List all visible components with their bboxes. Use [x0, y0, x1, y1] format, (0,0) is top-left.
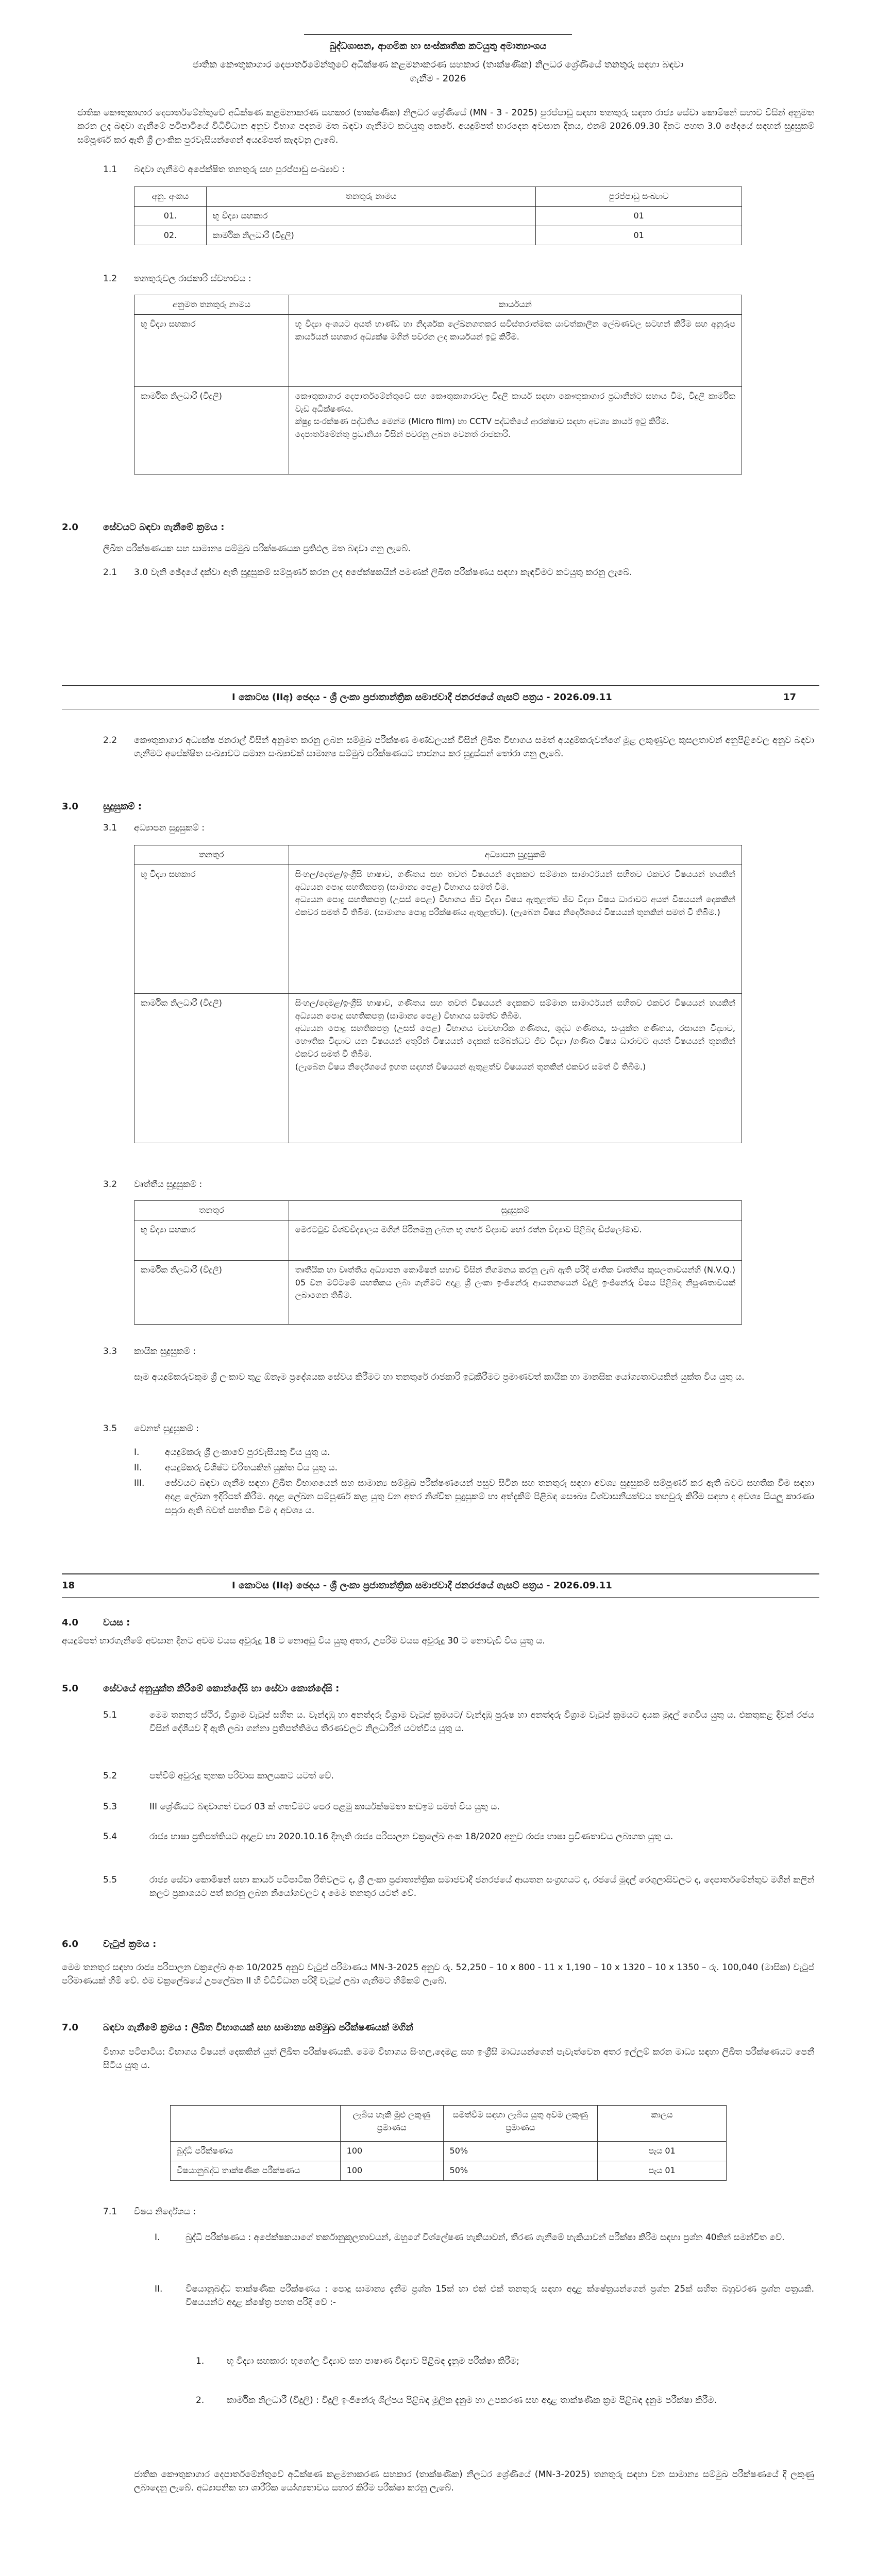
list-number: 5.2: [103, 1771, 117, 1781]
list-number: 1.: [196, 2356, 205, 2366]
section-number: 3.1: [103, 823, 117, 833]
section-number: 3.0: [62, 801, 78, 812]
table-row: [134, 314, 742, 386]
table-cell: 01: [536, 226, 742, 245]
list-item: සේවයට බඳවා ගැනීම සඳහා ලිඛිත විභාගයෙන් සහ සාමාන්‍ය සම්මුඛ පරීක්ෂණයෙන් පසුව සිටින සහ තනතුරු සඳහා අවශ්‍ය සුදුසුකම් සම්පූර්ණ කර ඇති බවට සහතික වීම සඳහා අදාළ ලේඛන ඉදිරිපත් කිරීම. අදාළ ලේඛන සම්පූර්ණ කළ යුතු වන අතර නිශ්චිත සුදුසුකම් හා අත්දැකීම් පිළිබඳ සෞඛ්‍ය විශ්වාසනීයත්වය තහවුරු කිරීම සඳහා ද අවශ්‍ය සියලු කාරණා සපුරා ඇති බවත් සහතික වීම ද අවශ්‍ය ය.: [165, 1478, 814, 1516]
col-header: අනුමත තනතුරු නාමය: [134, 295, 289, 315]
page-number: 17: [783, 692, 797, 703]
list-number: I.: [155, 2232, 160, 2243]
page-divider: [62, 1597, 819, 1598]
list-number: 5.3: [103, 1802, 117, 1812]
table-header-row: [134, 187, 742, 207]
table-cell: භූ විද්‍යා සහකාර: [206, 206, 535, 226]
list-item: අයදුම්කරු ශ්‍රී ලංකාවේ පුරවැසියකු විය යුතු ය.: [165, 1447, 330, 1458]
page-divider: [62, 1573, 819, 1574]
section-number: 4.0: [62, 1617, 78, 1628]
table-cell: 01: [536, 206, 742, 226]
section-text: විභාග පටිපාටිය: විභාගය විෂයන් දෙකකින් යුත් ලිඛිත පරීක්ෂණයකි. මෙම විභාගය සිංහල,දෙමළ සහ ඉංග්‍රීසි මාධ්‍යයන්ගෙන් පැවැත්වෙන අතර ඉල්ලුම් කරන මාධ්‍ය සඳහා ලිඛිත පරීක්ෂණයට පෙනී සිටිය යුතු ය.: [103, 2047, 814, 2071]
list-item: බුද්ධි පරීක්ෂණය : අපේක්ෂකයාගේ තර්කානුකූලතාවයන්, ඔහුගේ විශ්ලේෂණ හැකියාවන්, තීරණ ගැනීමේ හැකියාවන් පරීක්ෂා කිරීම සඳහා ප්‍රශ්න 40කින් සමන්විත වේ.: [186, 2232, 785, 2243]
section-title: කායික සුදුසුකම් :: [134, 1346, 196, 1357]
list-number: 5.4: [103, 1832, 117, 1842]
table-row: [171, 2161, 727, 2180]
table-row: [134, 865, 742, 993]
table-header-row: [171, 2106, 727, 2142]
table-row: [134, 993, 742, 1143]
vocational-table-wrap: [134, 1200, 742, 1325]
section-number: 1.1: [103, 164, 117, 175]
section-text: 3.0 වැනි ඡේදයේ දක්වා ඇති සුදුසුකම් සම්පූර්ණ කරන ලද අපේක්ෂකයින් පමණක් ලිඛිත පරීක්ෂණය සඳහා කැඳවීමට කටයුතු කරනු ලැබේ.: [134, 567, 632, 578]
table-cell: භූ විද්‍යා සහකාර: [134, 314, 289, 386]
list-number: 5.5: [103, 1875, 117, 1885]
section-number: 3.5: [103, 1423, 117, 1434]
closing-paragraph: ජාතික කෞතුකාගාර දෙපාර්තමේන්තුවේ අධීක්ෂණ කළමනාකරණ සහකාර (තාක්ෂණික) නිලධර ශ්‍රේණියේ (MN-3-2025) තනතුරු සඳහා වන සාමාන්‍ය සම්මුඛ පරීක්ෂණයේ දී ලකුණු ලබාදෙනු ලැබේ. අධ්‍යාපනික හා ශාරීරික යෝග්‍යතාවය සහාර කිරීම පරීක්ෂා කරනු ලැබේ.: [134, 2469, 814, 2494]
list-item: රාජ්‍ය සේවා කොමිෂන් සභා කාර්ය පටිපාටික රීතිවලට ද, ශ්‍රී ලංකා ප්‍රජාතාන්ත්‍රික සමාජවාදී ජනරජයේ ආයතන සංග්‍රහයට ද, රජයේ මුදල් රෙගුලාසිවලට ද, දෙපාර්තමේන්තුව මගින් කලින් කලට ප්‍රකාශයට පත් කරනු ලබන නියෝගවලට ද මෙම තනතුර යටත් වේ.: [149, 1875, 814, 1899]
exam-table-wrap: [170, 2105, 727, 2181]
table-header-row: [134, 295, 742, 315]
table-cell: කාර්මික නිලධාරී (විදුලි): [206, 226, 535, 245]
col-header: පුරප්පාඩු සංඛ්‍යාව: [536, 187, 742, 207]
section-title: තනතුරුවල රාජකාරි ස්වභාවය :: [134, 274, 251, 284]
list-item: කාර්මික නිලධාරී (විදුලි) : විදුලි ඉංජිනේරු ශිල්පය පිළිබඳ මූලික දැනුම හා උපකරණ සහ අදාළ තාක්ෂණික ක්‍රම පිළිබඳ දැනුම පරීක්ෂා කිරීම.: [227, 2395, 717, 2405]
table-cell: මෙරටටුව විශ්වවිද්‍යාලය මගින් පිරිනමනු ලබන භූ ගර්භ විද්‍යාව හෝ රත්න විද්‍යාව පිළිබඳ ඩිප්ලෝමාව.: [289, 1220, 742, 1260]
list-item: පත්වීම් අවුරුදු තුනක පරිවාස කාලයකට යටත් වේ.: [149, 1771, 334, 1781]
section-title: බඳවා ගැනීමට අපේක්ෂිත තනතුරු සහ පුරප්පාඩු සංඛ්‍යාව :: [134, 164, 345, 175]
table-cell: බුද්ධි පරීක්ෂණය: [171, 2142, 341, 2161]
table-cell: කාර්මික නිලධාරී (විදුලි): [134, 993, 289, 1143]
vacancies-table-wrap: [134, 187, 742, 245]
duties-table-wrap: [134, 295, 742, 474]
duties-table: [134, 295, 742, 474]
vacancies-table: [134, 187, 742, 245]
section-number: 1.2: [103, 274, 117, 284]
col-header: සුදුසුකම්: [289, 1201, 742, 1221]
table-row: [134, 1260, 742, 1324]
notice-title: ජාතික කෞතුකාගාර දෙපාර්තමේන්තුවේ අධීක්ෂණ කළමනාකරණ සහකාර (තාක්ෂණික) නිලධර ශ්‍රේණියේ තනතුරු සඳහා බඳවා ගැනීම - 2026: [192, 59, 684, 84]
list-number: 2.: [196, 2395, 205, 2405]
section-text: අයදුම්පත් භාරගැනීමේ අවසාන දිනට අවම වයස අවුරුදු 18 ට නොඅඩු විය යුතු අතර, උපරිම වයස අවුරුදු 30 ට නොවැඩි විය යුතු ය.: [62, 1636, 545, 1646]
section-title: වයස :: [103, 1617, 130, 1628]
col-header: අධ්‍යාපන සුදුසුකම්: [289, 845, 742, 865]
banner-text: I කොටස (IIඅ) ඡෙදය - ශ්‍රී ලංකා ප්‍රජාතාන්ත්‍රික සමාජවාදී ජනරජයේ ගැසට් පත්‍රය - 2026.09.11: [232, 1580, 612, 1591]
page-divider: [62, 685, 819, 686]
list-item: මෙම තනතුර ස්ථිර, විශ්‍රාම වැටුප් සහිත ය. වැන්දඹු හා අනත්දරු විශ්‍රාම වැටුප් ක්‍රමයට/ වැන්දඹු පුරුෂ හා අනත්දරු විශ්‍රාම වැටුප් ක්‍රමයට දායක මුදල් ගෙවිය යුතු ය. එකතුකළ දිවුන් රජය විසින් දේශීයව දී ඇති ලබා ගන්නා ප්‍රතිපත්තිමය තීරණවලට නිලධාරීන් යටත්විය යුතු ය.: [149, 1710, 814, 1734]
section-number: 2.0: [62, 522, 78, 533]
col-header: තනතුර: [134, 1201, 289, 1221]
banner-text: I කොටස (IIඅ) ඡෙදය - ශ්‍රී ලංකා ප්‍රජාතාන්ත්‍රික සමාජවාදී ජනරජයේ ගැසට් පත්‍රය - 2026.09.11: [232, 692, 612, 703]
section-title: අධ්‍යාපන සුදුසුකම් :: [134, 823, 205, 833]
section-title: බඳවා ගැනීමේ ක්‍රමය : ලිඛිත විභාගයක් සහ සාමාන්‍ය සම්මුඛ පරීක්ෂණයක් මගින්: [103, 2022, 413, 2033]
section-number: 7.0: [62, 2022, 78, 2033]
exam-table: [170, 2105, 727, 2181]
education-table-wrap: [134, 845, 742, 1143]
section-title: වැටුප් ක්‍රමය :: [103, 1939, 157, 1950]
table-cell: භූ විද්‍යා සහකාර: [134, 1220, 289, 1260]
col-header: කාර්යයන්: [289, 295, 742, 315]
page-number: 18: [62, 1580, 75, 1591]
table-row: [134, 1220, 742, 1260]
col-header: තනතුරු නාමය: [206, 187, 535, 207]
top-rule: [304, 34, 572, 35]
table-row: [134, 206, 742, 226]
table-cell: 02.: [134, 226, 207, 245]
section-text: කෞතුකාගාර අධ්‍යක්ෂ ජනරාල් විසින් අනුමත කරනු ලබන සම්මුඛ පරීක්ෂණ මණ්ඩලයක් විසින් ලිඛිත විභාගය සමත් අයදුම්කරුවන්ගේ මූළ ලකුණුවල කුසලතාවන් අනුපිළිවෙල අනුව බඳවා ගැනීමට අපේක්ෂිත සංඛ්‍යාවට සමාන සංඛ්‍යාවක් සාමාන්‍ය සම්මුඛ පරීක්ෂණයට භාජනය කර සුදුස්සන් තෝරා ගනු ලැබේ.: [134, 735, 814, 759]
table-header-row: [134, 1201, 742, 1221]
section-text: ලිඛිත පරීක්ෂණයක සහ සාමාන්‍ය සම්මුඛ පරීක්ෂණයක ප්‍රතිඵල මත බඳවා ගනු ලැබේ.: [103, 544, 411, 554]
section-number: 3.3: [103, 1346, 117, 1357]
table-cell: 100: [340, 2142, 443, 2161]
vocational-table: [134, 1200, 742, 1325]
section-number: 6.0: [62, 1939, 78, 1950]
table-cell: කෞතුකාගාර දෙපාර්තමේන්තුවේ සහ කෞතුකාගාරවල විදුලි කාර්ය සඳහා කෞතුකාගාර ප්‍රධානීන්ට සහාය වීම, විදුලි කාර්මික වැඩ අධීක්ෂණය. ක්ෂුද්‍ර සංරක්ෂණ පද්ධතිය මෙන්ම (Micro film) හා CCTV පද්ධතියේ ආරක්ෂාව සඳහා අවශ්‍ය කාර්ය ඉටු කිරීම. දෙපාර්තමේන්තු ප්‍රධානියා විසින් පවරනු ලබන වෙනත් රාජකාරි.: [289, 386, 742, 474]
section-number: 5.0: [62, 1683, 78, 1694]
table-cell: කාර්මික නිලධාරී (විදුලි): [134, 386, 289, 474]
col-header: [171, 2106, 341, 2142]
section-number: 2.1: [103, 567, 117, 578]
section-number: 3.2: [103, 1179, 117, 1190]
list-number: II.: [155, 2284, 163, 2294]
section-title: සේවයට බඳවා ගැනීමේ ක්‍රමය :: [103, 522, 225, 533]
col-header: අනු. අංකය: [134, 187, 207, 207]
ministry-name: බුද්ධශාසන, ආගමික හා සංස්කෘතික කටයුතු අමාත්‍යාංශය: [329, 41, 547, 52]
education-table: [134, 845, 742, 1143]
table-cell: භූ විද්‍යා අංශයට අයත් භාණ්ඩ හා නිදර්ශක ලේඛනගතකර සවිස්තරාත්මක යාවත්කාලීන ලේඛණවල සටහන් කිරීම සහ අනුරූප කාර්යයන් සහකාර අධ්‍යක්ෂ මගින් පවරන ලද කාර්යයන් ඉටු කිරීම.: [289, 314, 742, 386]
table-cell: 50%: [443, 2161, 598, 2180]
section-title: වෙනත් සුදුසුකම් :: [134, 1423, 199, 1434]
list-number: 5.1: [103, 1710, 117, 1720]
table-cell: 01.: [134, 206, 207, 226]
table-cell: 50%: [443, 2142, 598, 2161]
section-title: සුදුසුකම් :: [103, 801, 142, 812]
table-cell: භූ විද්‍යා සහකාර: [134, 865, 289, 993]
section-text: සෑම අයදුම්කරුවකුම ශ්‍රී ලංකාව තුළ ඕනෑම ප්‍රදේශයක සේවය කිරීමට හා තනතුරේ රාජකාරි ඉටුකිරීමට ප්‍රමාණවත් කායික හා මානසික යෝග්‍යතාවයකින් යුක්ත විය යුතු ය.: [134, 1372, 745, 1382]
table-cell: තෘතීයික හා වෘත්තීය අධ්‍යාපන කොමිෂන් සභාව විසින් නිගමනය කරනු ලැබ ඇති පරිදි ජාතික වෘත්තීය කුසලතාවයන්හි (N.V.Q.) 05 වන මට්ටමේ සහතිකය ලබා ගැනීමට අදාළ ශ්‍රී ලංකා ඉංජිනේරු ආයතනයෙන් විදුලි ඉංජිනේරු විෂය පිළිබඳ නිපුණතාවයක් ලබාගෙන තිබීම.: [289, 1260, 742, 1324]
section-title: සේවයේ අනුයුක්ත කිරීමේ කොන්දේසි හා සේවා කොන්දේසි :: [103, 1683, 340, 1694]
list-number: I.: [134, 1447, 140, 1458]
col-header: කාලය: [598, 2106, 727, 2142]
table-row: [171, 2142, 727, 2161]
section-number: 7.1: [103, 2207, 117, 2217]
col-header: තනතුර: [134, 845, 289, 865]
table-cell: විෂයානුබද්ධ තාක්ෂණික පරීක්ෂණය: [171, 2161, 341, 2180]
col-header: සමත්වීම සඳහා ලැබිය යුතු අවම ලකුණු ප්‍රමාණය: [443, 2106, 598, 2142]
list-item: රාජ්‍ය භාෂා ප්‍රතිපත්තියට අදාළව හා 2020.10.16 දිනැති රාජ්‍ය පරිපාලන චක්‍රලේඛ අංක 18/2020 අනුව රාජ්‍ය භාෂා ප්‍රවීණතාවය ලබාගත යුතු ය.: [149, 1832, 673, 1842]
list-item: III ශ්‍රේණියට බඳවාගත් වසර 03 ක් ගතවීමට පෙර පළමු කාර්යක්ෂමතා කඩඉම සමත් විය යුතු ය.: [149, 1802, 500, 1812]
list-number: II.: [134, 1463, 142, 1473]
table-row: [134, 226, 742, 245]
table-cell: සිංහල/දෙමළ/ඉංග්‍රීසි භාෂාව, ගණිතය සහ තවත් විෂයයන් දෙකකට සම්මාන සාමාර්ථයන් සහිතව එකවර විෂයයන් හයකින් අධ්‍යයන පොදු සහතිකපත්‍ර (සාමාන්‍ය පෙළ) විභාගය සමත්ව තිබීම. අධ්‍යයන පොදු සහතිකපත්‍ර (උසස් පෙළ) විභාගය ව්‍යවහාරික ගණිතය, ශුද්ධ ගණිතය, සංයුක්ත ගණිතය, රසායන විද්‍යාව, භෞතික විද්‍යාව යන විෂයයන් අතුරින් විෂයයන් දෙකක් සම්බන්ධව ජීව විද්‍යා /ගණිත විෂය ධාරාවට අයත් විෂයයන් තුනකින් එකවර සමත් වී තිබීම. (ලැබෙන විෂය නිර්දේශයේ ඉහත සඳහන් විෂයයන් ඇතුළත්ව විෂයයන් තුනකින් එකවර සමත් වී තිබීම.): [289, 993, 742, 1143]
table-header-row: [134, 845, 742, 865]
table-cell: පැය 01: [598, 2142, 727, 2161]
table-cell: කාර්මික නිලධාරී (විදුලි): [134, 1260, 289, 1324]
list-number: III.: [134, 1478, 145, 1488]
table-cell: සිංහල/දෙමළ/ඉංග්‍රීසි භාෂාව, ගණිතය සහ තවත් විෂයයන් දෙකකට සම්මාන සාමාර්ථයන් සහිතව එකවර විෂයයන් හයකින් අධ්‍යයන පොදු සහතිකපත්‍ර (සාමාන්‍ය පෙළ) විභාගය සමත් වීම. අධ්‍යයන පොදු සහතිකපත්‍ර (උසස් පෙළ) විභාගය ජීව විද්‍යා විෂය ඇතුළත්ව ජීව විද්‍යා විෂය ධාරාවට අයත් විෂයයන් දෙකකින් එකවර සමත් වී තිබීම. (සාමාන්‍ය පොදු පරීක්ෂණය ඇතුළත්ව). (ලැබෙන විෂය නිර්දේශයේ විෂයයන් තුනකින් සමත් වී තිබීම.): [289, 865, 742, 993]
col-header: ලැබිය හැකි මුළු ලකුණු ප්‍රමාණය: [340, 2106, 443, 2142]
section-number: 2.2: [103, 735, 117, 745]
section-title: වෘත්තීය සුදුසුකම් :: [134, 1179, 203, 1190]
table-row: [134, 386, 742, 474]
list-item: අයදුම්කරු විශිෂ්ට චරිතයකින් යුක්ත විය යුතු ය.: [165, 1463, 338, 1473]
table-cell: 100: [340, 2161, 443, 2180]
section-title: විෂය නිර්දේශය :: [134, 2207, 196, 2217]
table-cell: පැය 01: [598, 2161, 727, 2180]
list-item: විෂයානුබද්ධ තාක්ෂණික පරීක්ෂණය : පොදු සාමාන්‍ය දැනීම ප්‍රශ්න 15ක් හා එක් එක් තනතුරු සඳහා අදාළ ක්ෂේත්‍රයන්ගෙන් ප්‍රශ්න 25ක් සහිත බහුවරණ ප්‍රශ්න පත්‍රයකි. විෂයයන්ට අදාළ ක්ෂේත්‍ර පහත පරිදි වේ :-: [186, 2284, 814, 2308]
section-text: මෙම තනතුර සඳහා රාජ්‍ය පරිපාලන චක්‍රලේඛ අංක 10/2025 අනුව වැටුප් පරිමාණය MN-3-2025 අනුව රු. 52,250 – 10 x 800 - 11 x 1,190 – 10 x 1320 – 10 x 1350 – රු. 100,040 (මාසික) වැටුප් පරිමාණයක් හිමි වේ. එම චක්‍රලේඛයේ උපලේඛන II හි විධිවිධාන පරිදි වැටුප් ලබා ගැනීමට හිමිකම් ලැබේ.: [62, 1962, 814, 1987]
intro-paragraph: ජාතික කෞතුකාගාර දෙපාර්තමේන්තුවේ අධීක්ෂණ කළමනාකරණ සහකාර (තාක්ෂණික) නිලධර ශ්‍රේණියේ (MN - 3 - 2025) පුරප්පාඩු සඳහා තනතුරු සඳහා රාජ්‍ය සේවා කොමිෂන් සභාව විසින් අනුමත කරන ලද බඳවා ගැනීමේ පටිපාටියේ විධිවිධාන අනුව විභාග පදනම මත බඳවා ගැනීමට කටයුතු කෙරේ. අයදුම්පත් භාරදෙන අවසාන දිනය, එනම් 2026.09.30 දිනට පහත 3.0 ඡේදයේ සඳහන් සුදුසුකම් සම්පූර්ණ කර ඇති ශ්‍රී ලාංකික පුරවැසියන්ගෙන් අයදුම්පත් කැඳවනු ලැබේ.: [77, 108, 814, 145]
list-item: භූ විද්‍යා සහකාර: භූගෝල විද්‍යාව සහ පාෂාණ විද්‍යාව පිළිබඳ දැනුම පරීක්ෂා කිරීම;: [227, 2356, 519, 2366]
